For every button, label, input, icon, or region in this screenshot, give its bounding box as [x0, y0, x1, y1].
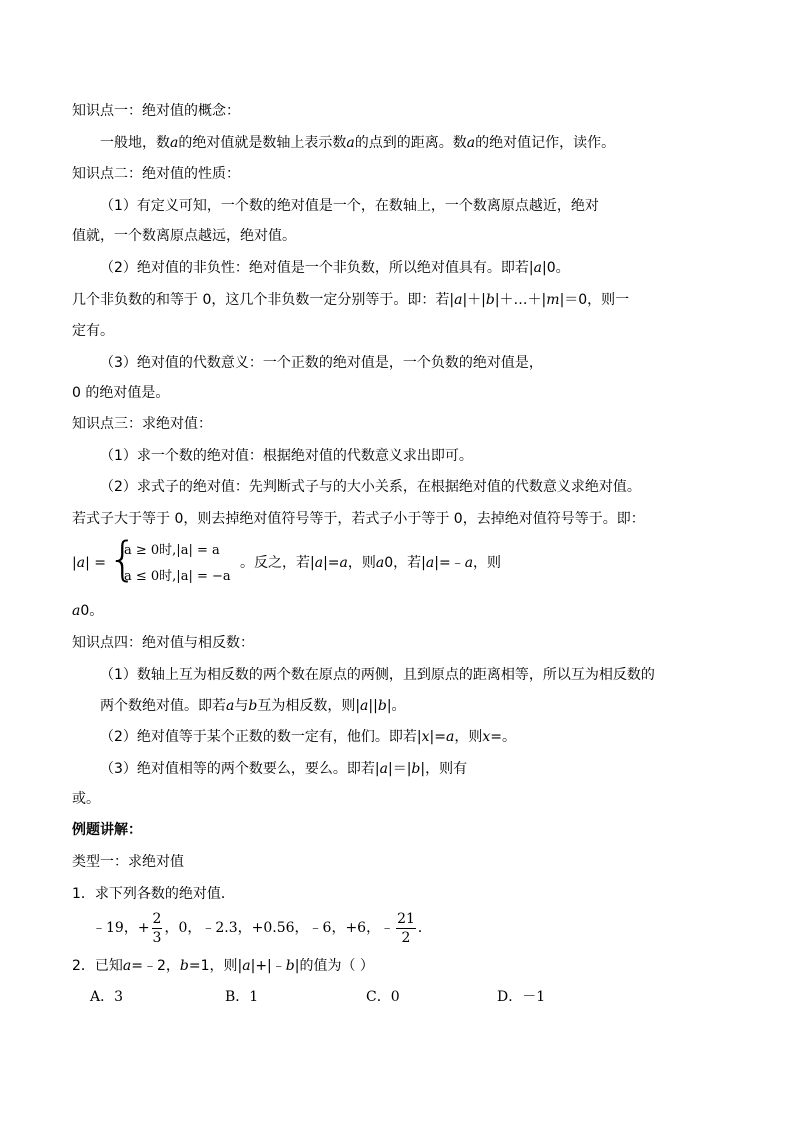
- formula-case-1: a ≥ 0时,|a| = a: [124, 543, 220, 558]
- find-abs-item-3: 若式子大于等于 0，则去掉绝对值符号等于，若式子小于等于 0，去掉绝对值符号等于。即：: [72, 511, 645, 527]
- option-d: D．－1: [497, 989, 546, 1005]
- property-1-line-1: （1）有定义可知，一个数的绝对值是一个，在数轴上，一个数离原点越近，绝对: [100, 198, 599, 214]
- formula-converse-end: a0。: [72, 603, 104, 619]
- example-type-1: 类型一：求绝对值: [72, 854, 184, 870]
- option-c: C．0: [366, 989, 400, 1005]
- opposites-item-1-line-1: （1）数轴上互为相反数的两个数在原点的两侧，且到原点的距离相等，所以互为相反数的: [100, 667, 655, 683]
- question-2: 2．已知a=﹣2，b=1，则|a|+|﹣b|的值为（ ）: [72, 958, 374, 974]
- examples-heading: 例题讲解：: [72, 822, 142, 838]
- section-title-properties: 知识点二：绝对值的性质：: [72, 166, 240, 182]
- option-b: B．1: [225, 989, 259, 1005]
- property-1-line-2: 值就，一个数离原点越远，绝对值。: [72, 228, 296, 244]
- concept-paragraph: 一般地，数a的绝对值就是数轴上表示数a的点到的距离。数a的绝对值记作，读作。: [100, 135, 616, 151]
- fraction-twenty-one-halves: $\frac{21}{2}$: [397, 910, 415, 946]
- section-title-find-abs: 知识点三：求绝对值：: [72, 416, 212, 432]
- property-2-line-3: 定有。: [72, 323, 114, 339]
- property-3-line-1: （3）绝对值的代数意义：一个正数的绝对值是，一个负数的绝对值是，: [100, 355, 543, 371]
- fraction-two-thirds: $\frac{2}{3}$: [152, 910, 162, 946]
- opposites-item-1-line-2: 两个数绝对值。即若a与b互为相反数，则|a||b|。: [100, 698, 406, 714]
- opposites-item-3: （3）绝对值相等的两个数要么，要么。即若|a|＝|b|，则有: [100, 761, 468, 777]
- find-abs-item-2: （2）求式子的绝对值：先判断式子与的大小关系，在根据绝对值的代数意义求绝对值。: [100, 479, 641, 495]
- formula-lhs: |a| =: [72, 555, 106, 571]
- question-1: 1．求下列各数的绝对值．: [72, 886, 235, 902]
- section-title-concept: 知识点一：绝对值的概念：: [72, 103, 240, 119]
- property-3-line-2: 0 的绝对值是。: [72, 385, 170, 401]
- property-2-line-1: （2）绝对值的非负性：绝对值是一个非负数，所以绝对值具有。即若|a|0。: [100, 260, 570, 276]
- formula-brace: {: [108, 532, 138, 586]
- opposites-item-2: （2）绝对值等于某个正数的数一定有，他们。即若|x|=a，则x=。: [100, 729, 516, 745]
- find-abs-item-1: （1）求一个数的绝对值：根据绝对值的代数意义求出即可。: [100, 448, 473, 464]
- question-1-number-list: ﹣19，+ $\frac{2}{3}$ ，0，﹣2.3，+0.56，﹣6，+6，﹣ $\frac{21}{2}$ ．: [92, 910, 432, 946]
- formula-converse: 。反之，若|a|=a，则a0，若|a|=﹣a，则: [240, 555, 502, 571]
- property-2-line-2: 几个非负数的和等于 0，这几个非负数一定分别等于。即：若|a|＋|b|＋…＋|m|＝0，则一: [72, 292, 630, 308]
- option-a: A．3: [90, 989, 124, 1005]
- section-title-opposites: 知识点四：绝对值与相反数：: [72, 635, 254, 651]
- formula-case-2: a ≤ 0时,|a| = −a: [124, 569, 231, 584]
- opposites-item-3-line-2: 或。: [72, 791, 100, 807]
